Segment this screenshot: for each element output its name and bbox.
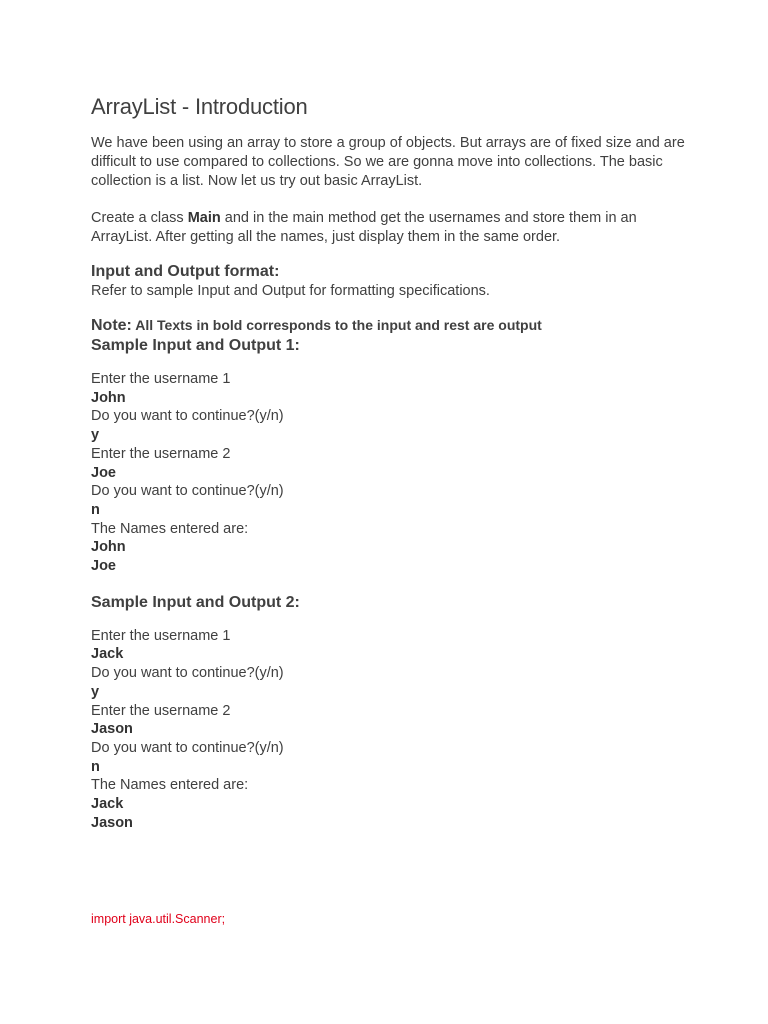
sample-output-line: Do you want to continue?(y/n): [91, 408, 284, 425]
sample-output-line: The Names entered are:: [91, 777, 249, 794]
sample-output-line: Do you want to continue?(y/n): [91, 739, 284, 756]
spacer: [91, 613, 691, 627]
sample-input-line: John: [91, 389, 126, 406]
io-format-heading: Input and Output format:: [91, 263, 280, 280]
task-prefix: Create a class: [91, 210, 188, 226]
sample-output-line: Do you want to continue?(y/n): [91, 483, 284, 500]
sample-output-line: Enter the username 1: [91, 627, 231, 644]
sample-input-line: Jason: [91, 721, 133, 738]
sample-input-line: y: [91, 683, 100, 700]
sample-input-line: Jason: [91, 814, 133, 831]
sample-input-line: Jack: [91, 646, 124, 663]
sample-input-line: Joe: [91, 464, 116, 481]
sample-input-line: Jack: [91, 796, 124, 813]
intro-paragraph: We have been using an array to store a group of objects. But arrays are of fixed size and are difficult to use compared to collections. So we are gonna move into collections. The basic collection is a list. Now let us try out basic ArrayList.: [91, 135, 685, 189]
task-paragraph: [91, 209, 691, 247]
sample-input-line: y: [91, 427, 100, 444]
code-import-line: import java.util.Scanner;: [91, 912, 226, 926]
document-page: [91, 92, 691, 832]
spacer: [91, 356, 691, 370]
sample-output-line: Enter the username 2: [91, 445, 231, 462]
page-title: ArrayList - Introduction: [91, 94, 308, 119]
spacer: [91, 576, 691, 593]
task-class-name: Main: [187, 210, 221, 226]
sample-output-line: Enter the username 2: [91, 702, 231, 719]
sample-output-line: The Names entered are:: [91, 520, 249, 537]
io-format-text: Refer to sample Input and Output for formatting specifications.: [91, 283, 490, 299]
sample-2-lines: [91, 627, 691, 833]
sample-input-line: n: [91, 758, 100, 775]
task-suffix: and in the main method get the usernames and store them in an ArrayList. After getting all the names, just display them in the same order.: [91, 210, 637, 245]
spacer: [91, 191, 691, 209]
sample-2-heading: Sample Input and Output 2:: [91, 593, 300, 611]
note-line: [91, 315, 691, 336]
sample-input-line: Joe: [91, 558, 116, 575]
sample-1-lines: [91, 370, 691, 576]
spacer: [91, 247, 691, 262]
note-text: All Texts in bold corresponds to the input and rest are output: [131, 317, 542, 333]
sample-input-line: n: [91, 501, 100, 518]
spacer: [91, 301, 691, 315]
sample-input-line: John: [91, 539, 126, 556]
sample-1-heading: Sample Input and Output 1:: [91, 337, 300, 354]
sample-output-line: Do you want to continue?(y/n): [91, 665, 284, 682]
note-label: Note:: [91, 317, 132, 334]
sample-output-line: Enter the username 1: [91, 371, 231, 387]
